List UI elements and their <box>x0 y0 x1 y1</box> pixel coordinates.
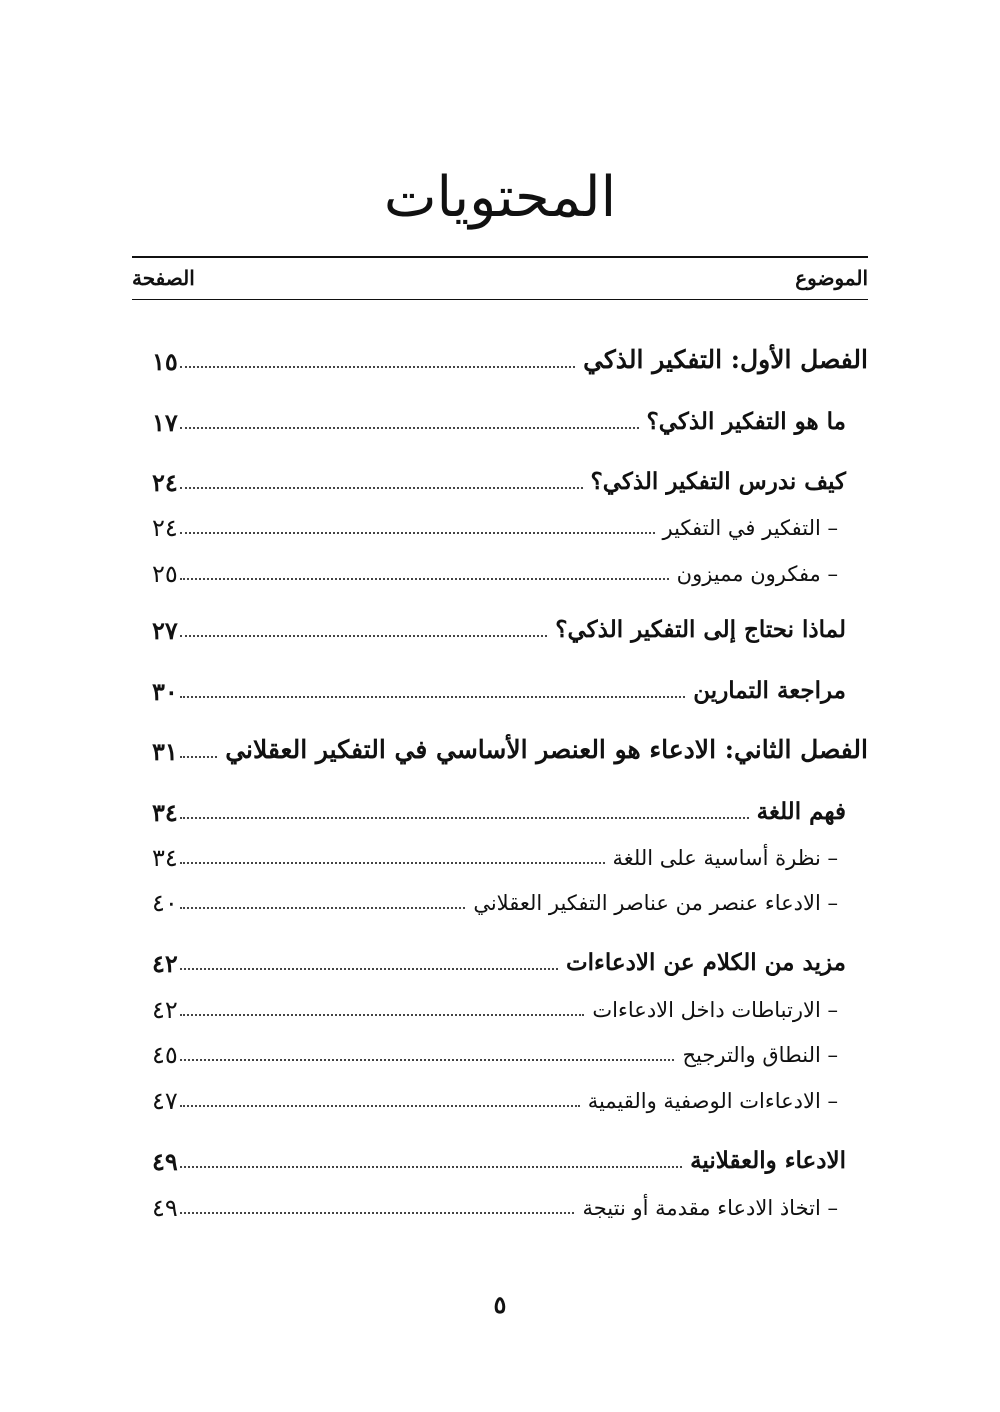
dot-leader <box>180 1105 580 1107</box>
toc-entry <box>132 500 868 544</box>
toc-entry-title: لماذا نحتاج إلى التفكير الذكي؟ <box>555 616 846 643</box>
column-header-topic: الموضوع <box>795 266 868 290</box>
dot-leader <box>180 1166 682 1168</box>
dot-leader <box>180 756 217 758</box>
dot-leader <box>180 1014 584 1016</box>
toc-entry-page: ٤٩ <box>152 1147 178 1176</box>
toc-entry-title: مزيد من الكلام عن الادعاءات <box>566 949 846 976</box>
toc-entry-title: – الارتباطات داخل الادعاءات <box>592 998 838 1022</box>
toc-entry <box>132 1180 868 1224</box>
toc-entry <box>132 830 868 874</box>
dot-leader <box>180 635 547 637</box>
toc-entry <box>132 1073 868 1117</box>
dot-leader <box>180 817 749 819</box>
toc-entry-page: ٢٧ <box>152 616 178 645</box>
toc-entry <box>132 334 868 378</box>
toc-entry-title: – مفكرون مميزون <box>676 562 838 586</box>
column-header-page: الصفحة <box>132 266 195 290</box>
toc-entry-page: ٤٢ <box>152 949 178 978</box>
dot-leader <box>180 532 655 534</box>
toc-entry-title: – اتخاذ الادعاء مقدمة أو نتيجة <box>582 1196 838 1220</box>
page-number: ٥ <box>493 1290 507 1319</box>
dot-leader <box>180 696 685 698</box>
dot-leader <box>180 366 575 368</box>
header-rule-bottom <box>132 299 868 300</box>
dot-leader <box>180 907 465 909</box>
toc-entry-title: – الادعاء عنصر من عناصر التفكير العقلاني <box>473 891 838 915</box>
toc-entry-title: فهم اللغة <box>756 798 846 825</box>
toc-entry-page: ٣٤ <box>152 844 178 872</box>
toc-entry <box>132 1027 868 1071</box>
toc-entry <box>132 875 868 919</box>
dot-leader <box>180 968 558 970</box>
toc-entry-title: الفصل الثاني: الادعاء هو العنصر الأساسي في التفكير العقلاني <box>225 735 868 764</box>
toc-entry-title: مراجعة التمارين <box>693 677 846 704</box>
toc-entry <box>132 785 868 829</box>
dot-leader <box>180 427 639 429</box>
toc-entry-page: ٤٢ <box>152 996 178 1024</box>
dot-leader <box>180 487 583 489</box>
dot-leader <box>180 1059 674 1061</box>
toc-entry-title: كيف ندرس التفكير الذكي؟ <box>590 468 846 495</box>
toc-entry-page: ٣٤ <box>152 798 178 827</box>
toc-entry <box>132 395 868 439</box>
toc-entry-page: ٤٧ <box>152 1087 178 1115</box>
toc-entry-page: ٢٥ <box>152 560 178 588</box>
toc-entry-title: – التفكير في التفكير <box>662 516 838 540</box>
toc-entry <box>132 936 868 980</box>
toc-entry <box>132 1134 868 1178</box>
dot-leader <box>180 862 605 864</box>
toc-entry-page: ١٥ <box>152 347 178 376</box>
toc-entry-title: – النطاق والترجيح <box>682 1043 838 1067</box>
toc-entry-page: ٤٩ <box>152 1194 178 1222</box>
toc-entry <box>132 455 868 499</box>
toc-entry-title: – الادعاءات الوصفية والقيمية <box>587 1089 838 1113</box>
toc-entry-page: ٢٤ <box>152 468 178 497</box>
toc-entry-title: الفصل الأول: التفكير الذكي <box>583 345 868 374</box>
toc-entry-title: ما هو التفكير الذكي؟ <box>646 408 846 435</box>
toc-entry-title: الادعاء والعقلانية <box>690 1147 846 1174</box>
page-title: المحتويات <box>383 165 617 230</box>
toc-entry-page: ٢٤ <box>152 514 178 542</box>
toc-entry-page: ٣١ <box>152 737 178 766</box>
toc-entry <box>132 724 868 768</box>
dot-leader <box>180 578 669 580</box>
toc-entry-page: ١٧ <box>152 408 178 437</box>
toc-entry <box>132 982 868 1026</box>
toc-entry-page: ٣٠ <box>152 677 178 706</box>
toc-entry-page: ٤٥ <box>152 1041 178 1069</box>
toc-entry-page: ٤٠ <box>152 889 178 917</box>
header-rule-top <box>132 256 868 258</box>
dot-leader <box>180 1212 574 1214</box>
toc-entry <box>132 546 868 590</box>
toc-entry-title: – نظرة أساسية على اللغة <box>612 846 838 870</box>
toc-entry <box>132 664 868 708</box>
toc-entry <box>132 603 868 647</box>
